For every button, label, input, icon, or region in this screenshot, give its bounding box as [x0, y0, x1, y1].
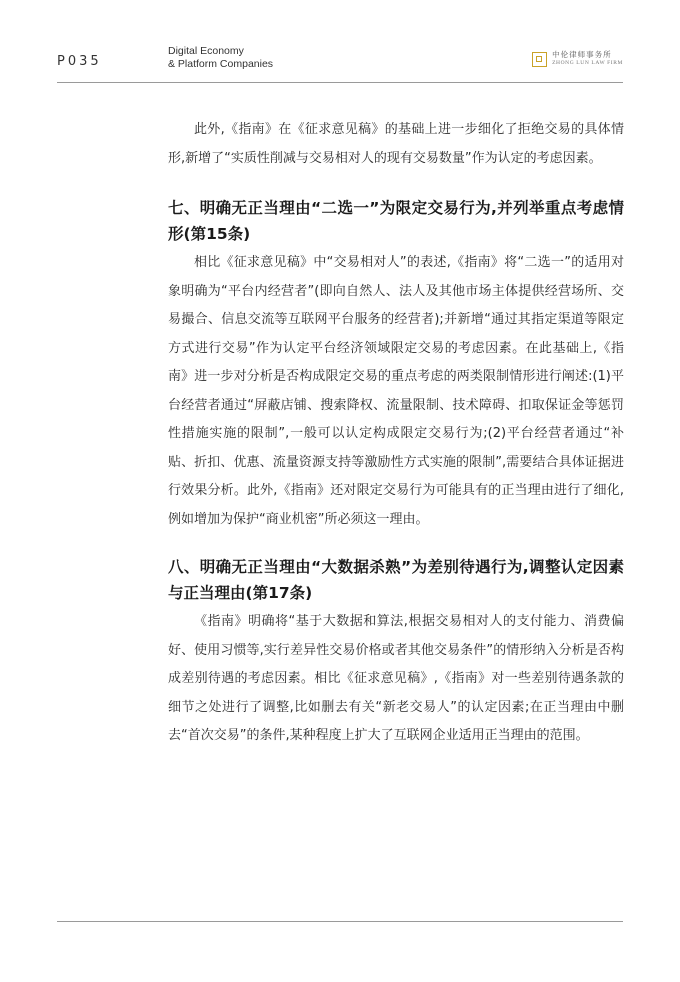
header-divider [57, 82, 623, 83]
report-title-line-2: & Platform Companies [168, 58, 274, 70]
firm-logo [532, 51, 623, 67]
article-body [168, 116, 624, 751]
report-title [168, 45, 273, 71]
report-title-line-1: Digital Economy [168, 45, 244, 57]
firm-logo-icon [532, 52, 547, 67]
page-number: P035 [57, 54, 102, 69]
paragraph-exclusive-dealing: 相比《征求意见稿》中“交易相对人”的表述,《指南》将“二选一”的适用对象明确为“平台内经营者”(即向自然人、法人及其他市场主体提供经营场所、交易撮合、信息交流等互联网平台服务的经营者);并新增“通过其指定渠道等限定方式进行交易”作为认定平台经济领域限定交易的考虑因素。在此基础上,《指南》进一步对分析是否构成限定交易的重点考虑的两类限制情形进行阐述:(1)平台经营者通过“屏蔽店铺、搜索降权、流量限制、技术障碍、扣取保证金等惩罚性措施实施的限制”,一般可以认定构成限定交易行为;(2)平台经营者通过“补贴、折扣、优惠、流量资源支持等激励性方式实施的限制”,需要结合具体证据进行效果分析。此外,《指南》还对限定交易行为可能具有的正当理由进行了细化,例如增加为保护“商业机密”所必须这一理由。 [168, 255, 624, 527]
paragraph-differential-treatment: 《指南》明确将“基于大数据和算法,根据交易相对人的支付能力、消费偏好、使用习惯等,实行差异性交易价格或者其他交易条件”的情形纳入分析是否构成差别待遇的考虑因素。相比《征求意见稿》,《指南》对一些差别待遇条款的细节之处进行了调整,比如删去有关“新老交易人”的认定因素;在正当理由中删去“首次交易”的条件,某种程度上扩大了互联网企业适用正当理由的范围。 [168, 614, 624, 743]
firm-name-en: ZHONG LUN LAW FIRM [552, 60, 623, 66]
firm-name [552, 51, 623, 67]
footer-divider [57, 921, 623, 922]
heading-section-7: 七、明确无正当理由“二选一”为限定交易行为,并列举重点考虑情形(第15条) [168, 199, 624, 243]
firm-name-cn: 中伦律师事务所 [552, 50, 612, 59]
paragraph-refusal-to-deal: 此外,《指南》在《征求意见稿》的基础上进一步细化了拒绝交易的具体情形,新增了“实质性削减与交易相对人的现有交易数量”作为认定的考虑因素。 [168, 122, 624, 166]
heading-section-8: 八、明确无正当理由“大数据杀熟”为差别待遇行为,调整认定因素与正当理由(第17条) [168, 558, 624, 602]
